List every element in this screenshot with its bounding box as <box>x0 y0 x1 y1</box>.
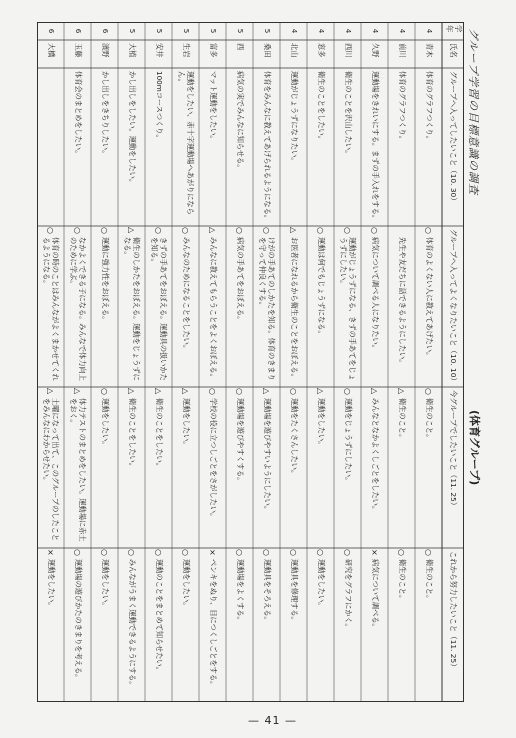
wish-cell <box>388 68 415 226</box>
grade-cell-text: 5 <box>127 28 137 34</box>
evaluation-mark: ○ <box>154 227 164 234</box>
current-cell-text: 土曜になって出て、このグループのしたことをみんなにわからせたい。 <box>42 398 60 542</box>
name-cell <box>253 40 280 68</box>
header-cell-text: グループへ入ってよくなりたいこと（10. 10） <box>449 229 459 385</box>
grade-cell-text: 4 <box>424 28 434 34</box>
name-cell-text: 富多 <box>208 43 218 58</box>
grade-cell-text: 5 <box>154 28 164 34</box>
evaluation-mark: ○ <box>235 549 245 556</box>
rotated-content <box>37 22 482 702</box>
evaluation-mark: × <box>370 549 380 556</box>
evaluation-mark: △ <box>127 227 137 234</box>
wish-cell-text: 衛生のことをしたい。 <box>316 71 326 143</box>
current-cell <box>118 387 145 548</box>
wish-cell <box>64 68 91 226</box>
wish-cell-text: かし出しをしたい。運動をしたい。 <box>127 71 137 187</box>
name-cell <box>226 40 253 68</box>
name-cell-text: 玉藤 <box>73 43 83 58</box>
aim-cell <box>388 226 415 387</box>
aim-cell-text: お医者になれるから衛生のことをおぼえる。 <box>289 237 299 381</box>
header-cell-text: グループへ入ってしたいこと（10. 30） <box>449 71 459 205</box>
name-cell <box>388 40 415 68</box>
effort-cell-text: みんながうまく運動できるようにする。 <box>127 559 137 689</box>
grade-cell <box>226 22 253 40</box>
effort-cell-text: 研究をグラフにかく。 <box>343 559 353 631</box>
evaluation-mark: ○ <box>262 549 272 556</box>
name-cell-text: 濱野 <box>100 43 110 58</box>
evaluation-mark: ○ <box>235 227 245 234</box>
aim-cell-text: 体育の時のことはみんながよくまかせてくれるようになる。 <box>42 237 60 381</box>
grade-cell <box>64 22 91 40</box>
effort-cell-text: 運動のことをまとめて知らせたい。 <box>154 559 164 674</box>
aim-cell <box>253 226 280 387</box>
effort-cell <box>307 548 334 702</box>
evaluation-mark: ○ <box>424 549 434 556</box>
aim-cell <box>307 226 334 387</box>
aim-cell-text: みんなに教えてもらうことをよくおぼえる。 <box>208 237 218 381</box>
aim-cell <box>145 226 172 387</box>
name-cell <box>118 40 145 68</box>
survey-title: グループ学習の目標意識の調査 <box>467 28 480 196</box>
effort-cell <box>280 548 307 702</box>
name-cell <box>307 40 334 68</box>
header-cell <box>442 40 464 68</box>
name-cell-text: 安井 <box>154 43 164 58</box>
current-cell-text: 衛生のことをしたい。 <box>154 398 164 470</box>
current-cell <box>145 387 172 548</box>
name-cell <box>37 40 64 68</box>
current-cell <box>37 387 64 548</box>
evaluation-mark: ○ <box>208 388 218 395</box>
aim-cell-text: 衛生のしかたをおぼえる。運動をじょうずになる。 <box>123 237 141 381</box>
current-cell-text: 運動場を遊びやすいようにしたい。 <box>262 398 272 514</box>
wish-cell-text: 運動場をきれいにする。まずの手入れをする。 <box>370 71 380 222</box>
name-cell <box>172 40 199 68</box>
aim-cell-text: みんなのためになることをしたい。 <box>181 237 191 353</box>
evaluation-mark: △ <box>397 388 407 395</box>
current-cell <box>334 387 361 548</box>
grade-cell <box>415 22 442 40</box>
effort-cell-text: 運動をしたい。 <box>181 559 191 610</box>
effort-cell <box>334 548 361 702</box>
header-cell-text: 氏名 <box>449 43 459 58</box>
aim-cell-text: なかよくできる子になる。みんなで体力向上のために学ぶ。 <box>69 237 87 381</box>
effort-cell-text: 衛生のこと。 <box>397 559 407 603</box>
evaluation-mark: ○ <box>100 388 110 395</box>
aim-cell <box>172 226 199 387</box>
wish-cell-text: 体育のグラフつくり。 <box>397 71 407 143</box>
aim-cell-text: 運動は何でもじょうずになる。 <box>316 237 326 338</box>
aim-cell <box>91 226 118 387</box>
evaluation-mark: ○ <box>397 549 407 556</box>
current-cell-text: 運動場を遊びやすくする。 <box>235 398 245 485</box>
evaluation-mark: ○ <box>343 227 353 234</box>
effort-cell <box>199 548 226 702</box>
wish-cell-text: 体育をみんなに教えてあげられるようになる。 <box>262 71 272 222</box>
effort-cell <box>415 548 442 702</box>
wish-cell-text: 運動をしたい、赤十字運動場へあがりにならん。 <box>177 71 195 215</box>
grade-cell-text: 5 <box>208 28 218 34</box>
current-cell-text: 衛生のこと。 <box>424 398 434 442</box>
grade-cell-text: 4 <box>316 28 326 34</box>
name-cell <box>280 40 307 68</box>
evaluation-mark: ○ <box>181 227 191 234</box>
effort-cell <box>64 548 91 702</box>
evaluation-mark: △ <box>73 388 83 395</box>
current-cell-text: 運動をしたい。 <box>316 398 326 449</box>
evaluation-mark: × <box>46 549 56 556</box>
evaluation-mark: △ <box>208 227 218 234</box>
grade-cell-text: 6 <box>46 28 56 34</box>
name-cell-text: 大橋 <box>46 43 56 58</box>
current-cell-text: 運動をたくさんしたい。 <box>289 398 299 478</box>
current-cell-text: 運動をしたい。 <box>100 398 110 449</box>
aim-cell-text: きずの手あてをおぼえる。運動具の扱いかたを知る。 <box>150 237 168 381</box>
grade-cell <box>91 22 118 40</box>
grade-cell <box>172 22 199 40</box>
wish-cell <box>199 68 226 226</box>
grade-cell <box>361 22 388 40</box>
effort-cell <box>361 548 388 702</box>
wish-cell <box>307 68 334 226</box>
evaluation-mark: △ <box>370 388 380 395</box>
evaluation-mark: △ <box>262 388 272 395</box>
effort-cell <box>388 548 415 702</box>
name-cell <box>199 40 226 68</box>
evaluation-mark: ○ <box>424 388 434 395</box>
current-cell <box>280 387 307 548</box>
evaluation-mark: △ <box>289 227 299 234</box>
evaluation-mark: ○ <box>424 227 434 234</box>
evaluation-mark: ○ <box>73 227 83 234</box>
evaluation-mark: ○ <box>289 388 299 395</box>
current-cell <box>172 387 199 548</box>
evaluation-mark: △ <box>127 388 137 395</box>
name-cell <box>334 40 361 68</box>
wish-cell <box>145 68 172 226</box>
grade-cell-text: 4 <box>289 28 299 34</box>
aim-cell-text: けがの手あてのしかたを知る。体育のきまりを守って仲良くする。 <box>258 237 276 381</box>
survey-table <box>37 22 464 702</box>
effort-cell-text: 病気について調べる。 <box>370 559 380 631</box>
header-cell-text: 今グループでしたいこと（11. 25） <box>449 390 459 510</box>
evaluation-mark: △ <box>181 388 191 395</box>
aim-cell <box>415 226 442 387</box>
effort-cell-text: 衛生のこと。 <box>424 559 434 603</box>
grade-cell <box>280 22 307 40</box>
current-cell <box>253 387 280 548</box>
current-cell-text: 運動をじょうずにしたい。 <box>343 398 353 485</box>
name-cell <box>361 40 388 68</box>
aim-cell <box>199 226 226 387</box>
aim-cell <box>226 226 253 387</box>
aim-cell-text: 先生や友だちに話できるようにしたい。 <box>397 237 407 367</box>
aim-cell-text: 体育のよくない人に教えてあげたい。 <box>424 237 434 360</box>
current-cell <box>64 387 91 548</box>
wish-cell <box>172 68 199 226</box>
current-cell-text: 学校の役に立つしごとをさがしたい。 <box>208 398 218 521</box>
effort-cell <box>37 548 64 702</box>
name-cell <box>91 40 118 68</box>
wish-cell <box>118 68 145 226</box>
effort-cell-text: 運動具をそろえる。 <box>262 559 272 624</box>
aim-cell-text: 病気について調べる人になりたい。 <box>370 237 380 352</box>
evaluation-mark: ○ <box>289 549 299 556</box>
current-cell <box>388 387 415 548</box>
evaluation-mark: ○ <box>100 549 110 556</box>
current-cell-text: 衛生のこと。 <box>397 398 407 442</box>
name-cell-text: 大植 <box>127 43 137 58</box>
wish-cell <box>226 68 253 226</box>
header-cell <box>442 387 464 548</box>
aim-cell <box>334 226 361 387</box>
grade-cell-text: 5 <box>181 28 191 34</box>
grade-cell <box>253 22 280 40</box>
evaluation-mark: △ <box>316 388 326 395</box>
wish-cell <box>415 68 442 226</box>
current-cell-text: 衛生のことをしたい。 <box>127 398 137 470</box>
header-cell <box>442 22 464 40</box>
header-cell <box>442 226 464 387</box>
group-label: (体育グループ) <box>468 410 481 486</box>
name-cell <box>64 40 91 68</box>
evaluation-mark: ○ <box>343 388 353 395</box>
effort-cell <box>172 548 199 702</box>
current-cell <box>415 387 442 548</box>
name-cell-text: 桑田 <box>262 43 272 58</box>
current-cell <box>226 387 253 548</box>
effort-cell-text: 運動場をよくする。 <box>235 559 245 624</box>
aim-cell <box>118 226 145 387</box>
effort-cell-text: ぺンキをぬり、目につくしごとをする。 <box>208 559 218 689</box>
grade-cell <box>307 22 334 40</box>
current-cell <box>91 387 118 548</box>
aim-cell-text: 運動に強力性をおぼえる。 <box>100 237 110 324</box>
wish-cell-text: 体育会のまとめをしたい。 <box>73 71 83 158</box>
grade-cell-text: 6 <box>73 28 83 34</box>
aim-cell-text: 病気の手あてをおぼえる。 <box>235 237 245 324</box>
wish-cell <box>361 68 388 226</box>
grade-cell-text: 4 <box>397 28 407 34</box>
name-cell-text: 西 <box>235 43 245 51</box>
evaluation-mark: ○ <box>316 549 326 556</box>
effort-cell <box>253 548 280 702</box>
evaluation-mark: ○ <box>343 549 353 556</box>
name-cell-text: 窓多 <box>316 43 326 58</box>
name-cell-text: 北山 <box>289 43 299 58</box>
evaluation-mark: ○ <box>316 227 326 234</box>
grade-cell <box>118 22 145 40</box>
wish-cell <box>280 68 307 226</box>
effort-cell-text: 運動場の遊びかたのきまりを考える。 <box>73 559 83 682</box>
grade-cell <box>145 22 172 40</box>
wish-cell-text: 運動がじょうずになりたい。 <box>289 71 299 165</box>
evaluation-mark: × <box>208 549 218 556</box>
current-cell <box>361 387 388 548</box>
name-cell <box>415 40 442 68</box>
aim-cell <box>37 226 64 387</box>
aim-cell-text: 運動がじょうずになる、きずの手あてをじょうずにしたい。 <box>339 237 357 381</box>
wish-cell <box>334 68 361 226</box>
wish-cell-text: 体育のグラフつくり。 <box>424 71 434 143</box>
wish-cell <box>91 68 118 226</box>
name-cell-text: 前川 <box>397 43 407 58</box>
wish-cell-text: かし出しをきちりしたい。 <box>100 71 110 158</box>
aim-cell <box>64 226 91 387</box>
page-number: — 41 — <box>248 714 297 727</box>
name-cell-text: 生岩 <box>181 43 191 58</box>
grade-cell <box>388 22 415 40</box>
evaluation-mark: ○ <box>181 549 191 556</box>
effort-cell-text: 運動をしたい。 <box>316 559 326 610</box>
evaluation-mark: ○ <box>73 549 83 556</box>
current-cell-text: みんなとなかよくしごとをしたい。 <box>370 398 380 514</box>
current-cell-text: 運動をしたい。 <box>181 398 191 449</box>
evaluation-mark: ○ <box>127 549 137 556</box>
wish-cell <box>253 68 280 226</box>
evaluation-mark: ○ <box>46 227 56 234</box>
wish-cell-text: 100mコースつくり。 <box>154 71 164 142</box>
evaluation-mark: ○ <box>235 388 245 395</box>
current-cell-text: 体力テストのまとめをしたい。運動場に赤土をおく。 <box>69 398 87 542</box>
effort-cell <box>91 548 118 702</box>
header-cell <box>442 68 464 226</box>
name-cell <box>145 40 172 68</box>
effort-cell-text: 運動具を修理する。 <box>289 559 299 624</box>
effort-cell <box>226 548 253 702</box>
effort-cell-text: 運動をしたい。 <box>46 559 56 610</box>
grade-cell <box>334 22 361 40</box>
grade-cell-text: 5 <box>235 28 245 34</box>
grade-cell <box>199 22 226 40</box>
aim-cell <box>361 226 388 387</box>
effort-cell-text: 運動をしたい。 <box>100 559 110 610</box>
name-cell-text: 西川 <box>343 43 353 58</box>
wish-cell-text: 病気の実でみんなに知らせる。 <box>235 71 245 172</box>
evaluation-mark: △ <box>46 388 56 395</box>
effort-cell <box>145 548 172 702</box>
header-cell <box>442 548 464 702</box>
grade-cell-text: 4 <box>343 28 353 34</box>
grade-cell <box>37 22 64 40</box>
grade-cell-text: 4 <box>370 28 380 34</box>
evaluation-mark: ○ <box>370 227 380 234</box>
evaluation-mark: ○ <box>100 227 110 234</box>
name-cell-text: 久野 <box>370 43 380 58</box>
current-cell <box>307 387 334 548</box>
wish-cell-text: マット運動をしたい。 <box>208 71 218 143</box>
grade-cell-text: 6 <box>100 28 110 34</box>
evaluation-mark: △ <box>154 388 164 395</box>
header-cell-text: 学年 <box>445 25 463 33</box>
name-cell-text: 青木 <box>424 43 434 58</box>
effort-cell <box>118 548 145 702</box>
evaluation-mark: ○ <box>262 227 272 234</box>
wish-cell-text: 衛生のことを沢山したい。 <box>343 71 353 158</box>
aim-cell <box>280 226 307 387</box>
header-cell-text: これから努力したいこと（11. 25） <box>449 551 459 671</box>
current-cell <box>199 387 226 548</box>
evaluation-mark: ○ <box>154 549 164 556</box>
grade-cell-text: 5 <box>262 28 272 34</box>
wish-cell <box>37 68 64 226</box>
